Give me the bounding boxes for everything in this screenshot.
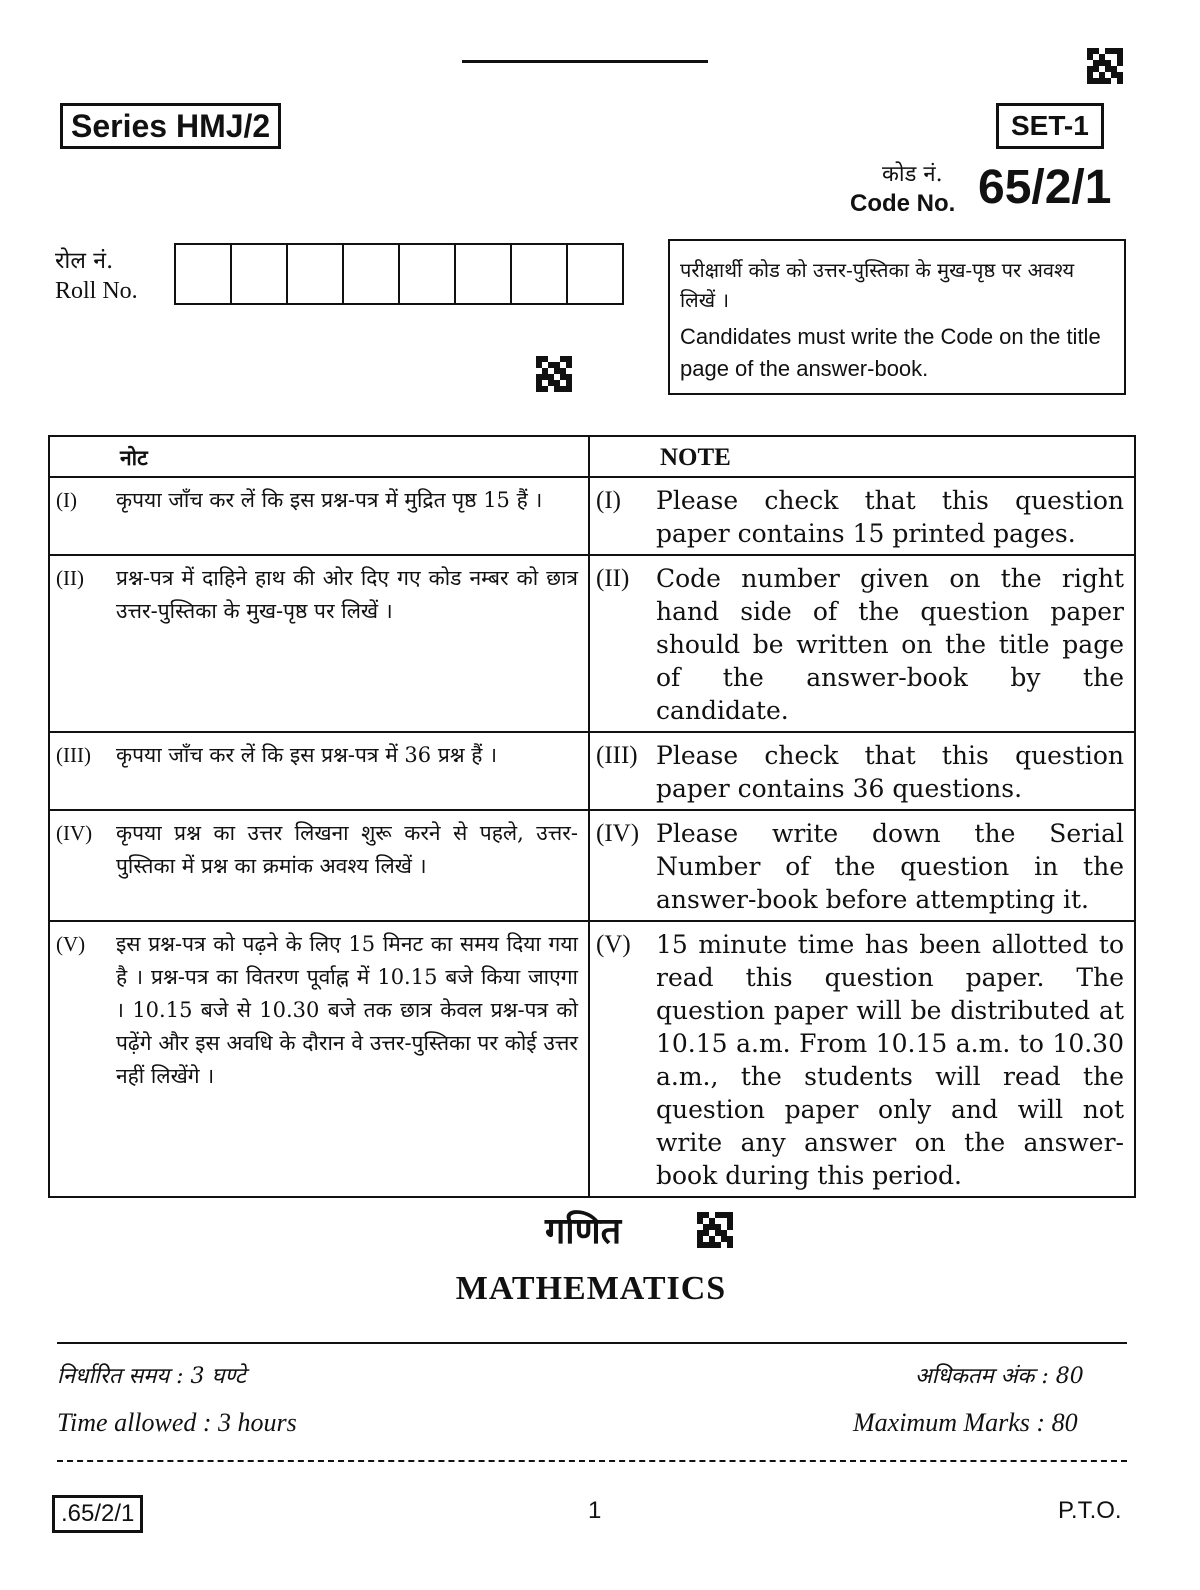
note-text-hindi: कृपया जाँच कर लें कि इस प्रश्न-पत्र में मुद्रित पृष्ठ 15 हैं ।	[116, 488, 543, 512]
note-number: (I)	[56, 488, 77, 512]
maximum-marks-hindi: अधिकतम अंक : 80	[915, 1364, 1084, 1389]
table-row	[49, 921, 1135, 1197]
note-text-hindi: कृपया प्रश्न का उत्तर लिखना शुरू करने से पहले, उत्तर-पुस्तिका में प्रश्न का क्रमांक अवश्य लिखें ।	[116, 821, 578, 878]
qr-code-icon	[697, 1212, 733, 1248]
subject-title: MATHEMATICS	[455, 1270, 727, 1307]
note-text-english: Please check that this question paper contains 36 questions.	[656, 741, 1124, 803]
roll-digit-box[interactable]	[344, 245, 400, 303]
notes-header-hindi: नोट	[120, 445, 148, 470]
note-text-hindi: इस प्रश्न-पत्र को पढ़ने के लिए 15 मिनट का समय दिया गया है । प्रश्न-पत्र का वितरण पूर्वाह्न में 10.15 बजे किया जाएगा । 10.15 बजे से 10.30 बजे तक छात्र केवल प्रश्न-पत्र को पढ़ेंगे और इस अवधि के दौरान वे उत्तर-पुस्तिका पर कोई उत्तर नहीं लिखेंगे ।	[116, 932, 578, 1088]
instruction-english: Candidates must write the Code on the title page of the answer-book.	[680, 324, 1101, 381]
roll-digit-box[interactable]	[176, 245, 232, 303]
roll-digit-box[interactable]	[232, 245, 288, 303]
table-row	[49, 732, 1135, 810]
note-number: (III)	[596, 742, 638, 769]
note-text-english: Please check that this question paper contains 15 printed pages.	[656, 486, 1124, 548]
note-text-english: Code number given on the right hand side of the question paper should be written on the title page of the answer-book by the candidate.	[656, 564, 1124, 725]
instruction-box	[668, 239, 1126, 395]
note-number: (V)	[56, 932, 86, 956]
please-turn-over: P.T.O.	[1058, 1497, 1122, 1524]
divider	[57, 1460, 1127, 1462]
note-text-english: 15 minute time has been allotted to read this question paper. The question paper will be distributed at 10.15 a.m. From 10.15 a.m. to 10.30 a.m., the students will read the question paper only and will not write any answer on the answer-book during this period.	[656, 930, 1124, 1190]
time-allowed: Time allowed : 3 hours	[57, 1408, 297, 1437]
roll-label: Roll No.	[55, 278, 138, 304]
note-number: (I)	[596, 487, 621, 514]
code-label: Code No.	[850, 190, 956, 217]
series-label: Series HMJ/2	[60, 103, 281, 149]
notes-table	[48, 435, 1136, 1198]
time-allowed-hindi: निर्धारित समय : 3 घण्टे	[57, 1364, 246, 1389]
note-number: (II)	[56, 566, 84, 590]
footer-code: .65/2/1	[52, 1495, 143, 1533]
roll-digit-box[interactable]	[512, 245, 568, 303]
note-number: (IV)	[56, 821, 93, 845]
code-label-hindi: कोड नं.	[882, 162, 943, 187]
code-number: 65/2/1	[978, 161, 1112, 214]
roll-digit-box[interactable]	[288, 245, 344, 303]
notes-header-english: NOTE	[660, 444, 731, 471]
roll-label-hindi: रोल नं.	[55, 248, 114, 274]
note-number: (IV)	[596, 820, 640, 847]
qr-code-icon	[1087, 48, 1123, 84]
note-number: (V)	[596, 931, 631, 958]
table-row	[49, 555, 1135, 732]
set-label: SET-1	[996, 103, 1104, 149]
divider	[57, 1342, 1127, 1344]
maximum-marks: Maximum Marks : 80	[853, 1408, 1078, 1437]
table-row	[49, 810, 1135, 921]
top-rule	[462, 60, 708, 63]
note-text-english: Please write down the Serial Number of the question in the answer-book before attempting it.	[656, 819, 1124, 914]
roll-number-boxes[interactable]	[174, 243, 624, 305]
page-number: 1	[588, 1497, 602, 1524]
instruction-hindi: परीक्षार्थी कोड को उत्तर-पुस्तिका के मुख-पृष्ठ पर अवश्य लिखें ।	[680, 258, 1075, 312]
note-number: (II)	[596, 565, 630, 592]
qr-code-icon	[536, 356, 572, 392]
subject-title-hindi: गणित	[545, 1210, 622, 1252]
roll-digit-box[interactable]	[456, 245, 512, 303]
notes-header-row	[49, 436, 1135, 477]
table-row	[49, 477, 1135, 555]
note-text-hindi: कृपया जाँच कर लें कि इस प्रश्न-पत्र में 36 प्रश्न हैं ।	[116, 743, 498, 767]
note-number: (III)	[56, 743, 91, 767]
roll-digit-box[interactable]	[400, 245, 456, 303]
roll-digit-box[interactable]	[568, 245, 622, 303]
note-text-hindi: प्रश्न-पत्र में दाहिने हाथ की ओर दिए गए कोड नम्बर को छात्र उत्तर-पुस्तिका के मुख-पृष्ठ पर लिखें ।	[116, 566, 578, 623]
